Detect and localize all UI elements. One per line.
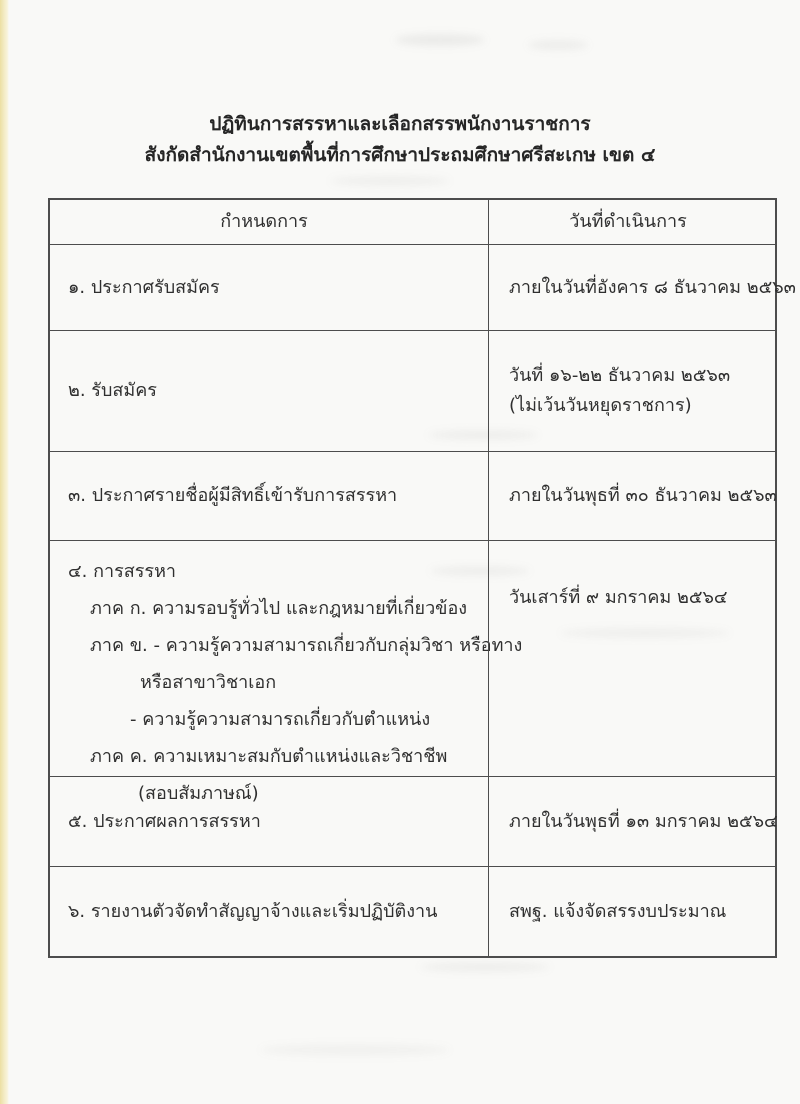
date-text: สพฐ. แจ้งจัดสรรงบประมาณ [509,900,727,922]
document-title [0,109,800,171]
schedule-part-a-text: ภาค ก. ความรอบรู้ทั่วไป และกฎหมายที่เกี่ยวข้อง [90,598,468,619]
schedule-part-b-item-text: - ความรู้ความสามารถเกี่ยวกับตำแหน่ง [130,709,431,730]
date-cell [488,452,775,540]
schedule-cell [50,452,488,540]
schedule-interview-text: (สอบสัมภาษณ์) [138,783,259,804]
date-text: ภายในวันพุธที่ ๓๐ ธันวาคม ๒๕๖๓ [509,485,777,506]
date-text: วันที่ ๑๖-๒๒ ธันวาคม ๒๕๖๓ [509,365,731,386]
title-line-2: สังกัดสำนักงานเขตพื้นที่การศึกษาประถมศึกษาศรีสะเกษ เขต ๔ [144,144,656,166]
scan-smudge [395,34,485,46]
date-text: ภายในวันที่อังคาร ๘ ธันวาคม ๒๕๖๓ [509,276,796,298]
schedule-cell [50,331,488,451]
table-row-selection-process [50,540,775,804]
date-cell [488,331,775,451]
date-cell [488,867,775,956]
schedule-text: ๕. ประกาศผลการสรรหา [68,810,261,832]
date-note-text: (ไม่เว้นวันหยุดราชการ) [509,395,692,416]
table-row-accept-applications [50,330,775,451]
schedule-text: ๓. ประกาศรายชื่อผู้มีสิทธิ์เข้ารับการสรรหา [68,485,398,506]
table-row-announce-application [50,244,796,330]
scan-smudge [330,176,450,186]
date-text: วันเสาร์ที่ ๙ มกราคม ๒๕๖๔ [509,587,728,608]
schedule-text: ๔. การสรรหา [68,561,177,582]
schedule-text: ๖. รายงานตัวจัดทำสัญญาจ้างและเริ่มปฏิบัติงาน [68,900,438,922]
schedule-text: ๑. ประกาศรับสมัคร [68,276,220,298]
scan-smudge [528,40,588,50]
scan-smudge [420,962,550,972]
table-row-announce-results [50,776,778,866]
schedule-table [48,198,796,958]
header-schedule: กำหนดการ [220,211,308,232]
schedule-cell [50,867,488,956]
title-line-1: ปฏิทินการสรรหาและเลือกสรรพนักงานราชการ [209,113,591,135]
header-operation-date: วันที่ดำเนินการ [488,200,775,244]
schedule-cell [50,541,523,812]
scan-smudge [260,1044,450,1056]
schedule-part-b-cont-text: หรือสาขาวิชาเอก [140,672,277,693]
date-cell [488,245,796,330]
table-header-row [50,200,775,244]
schedule-part-b-text: ภาค ข. - ความรู้ความสามารถเกี่ยวกับกลุ่มวิชา หรือทาง [90,635,523,656]
schedule-part-c-text: ภาค ค. ความเหมาะสมกับตำแหน่งและวิชาชีพ [90,746,448,767]
schedule-cell [50,245,488,330]
table-row-announce-eligible-list [50,451,775,540]
schedule-text: ๒. รับสมัคร [68,380,157,401]
date-text: ภายในวันพุธที่ ๑๓ มกราคม ๒๕๖๔ [509,810,778,832]
schedule-cell [50,777,488,866]
table-row-report-and-start-work [50,866,775,956]
date-cell [488,777,778,866]
date-cell [488,541,775,812]
